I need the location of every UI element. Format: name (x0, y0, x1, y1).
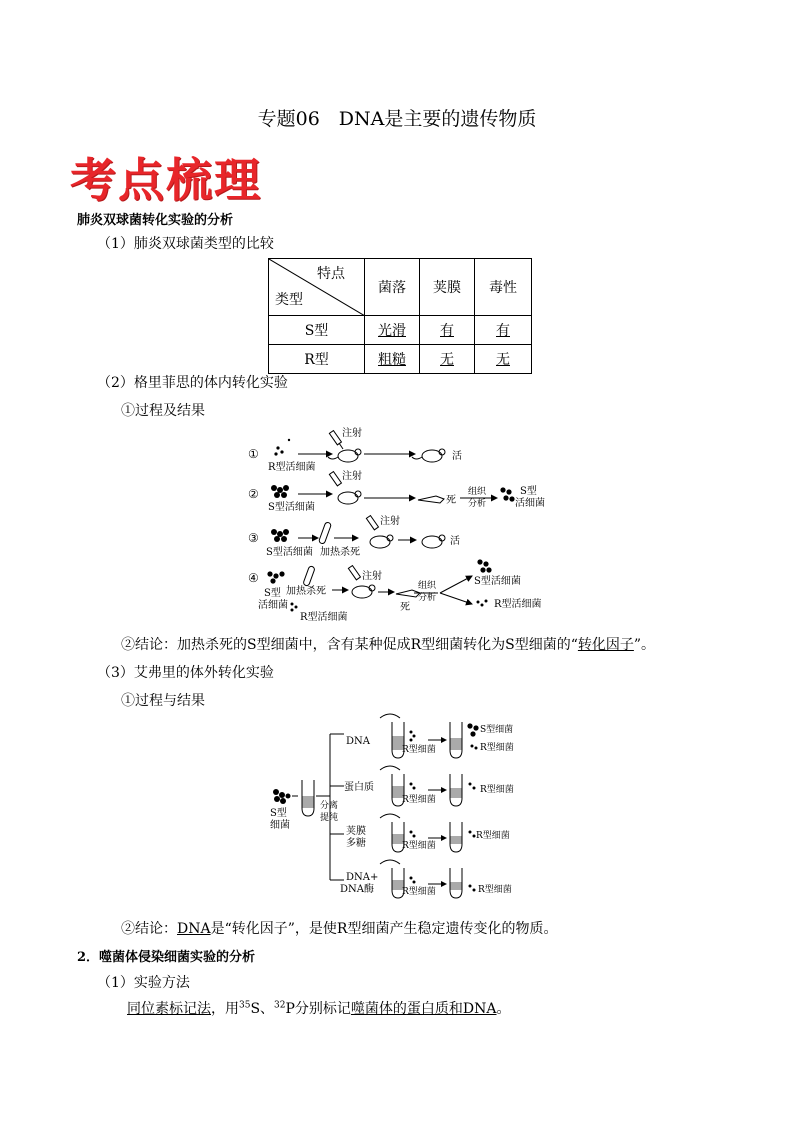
syringe-icon (366, 516, 378, 530)
table-cell: 有 (475, 316, 532, 345)
table-header: 毒性 (475, 259, 532, 316)
capsule-label-2: 多糖 (346, 838, 366, 849)
r-bacteria-dots (477, 600, 488, 607)
s-type-label: S型 (264, 588, 281, 599)
table-cell: 有 (420, 316, 475, 345)
griffith-process-label: ①过程及结果 (121, 403, 205, 419)
r-bacteria-label: R型细菌 (476, 831, 510, 841)
s-live-label: S型活细菌 (266, 547, 313, 558)
type-comparison-table (268, 258, 532, 374)
analysis-label-2: 分析 (468, 499, 487, 509)
table-header: 菌落 (365, 259, 420, 316)
tube-row-dna (380, 714, 514, 758)
dead-label: 死 (400, 602, 410, 613)
table-header: 荚膜 (420, 259, 475, 316)
isotope-32: 32 (274, 1000, 286, 1011)
r-bacteria-dots (274, 439, 290, 456)
method-keyword: 蛋白质和DNA (406, 1001, 497, 1017)
s-bacteria-sub-label: 细菌 (270, 820, 290, 831)
conclusion-text: ②结论： (121, 921, 177, 937)
syringe-icon (329, 472, 341, 486)
s-type-label: S型 (270, 808, 287, 819)
tube-row-protein (380, 766, 514, 806)
section1-sub3: （3）艾弗里的体外转化实验 (97, 665, 274, 681)
table-row (269, 316, 532, 345)
mouse-icon (352, 585, 375, 598)
separate-label-1: 分离 (320, 801, 339, 811)
analysis-label-1: 组织 (418, 581, 437, 591)
r-bacteria-dots (291, 603, 298, 612)
dead-label: 死 (446, 495, 456, 506)
avery-process-label: ①过程与结果 (121, 693, 205, 709)
table-cell: 粗糙 (365, 345, 420, 374)
s-bacteria-cluster (273, 789, 291, 804)
separate-label-2: 提纯 (320, 813, 339, 823)
conclusion-end: 是“转化因子”，是使R型细菌产生稳定遗传变化的物质。 (210, 921, 558, 937)
test-tube-icon (303, 566, 315, 587)
isotope-35: 35 (239, 1000, 251, 1011)
griffith-experiment-figure (240, 424, 560, 624)
method-text-part: 。 (496, 1001, 511, 1017)
test-tube-icon (318, 522, 331, 545)
table-cell-type: S型 (269, 316, 365, 345)
conclusion-text: ②结论：加热杀死的S型细菌中，含有某种促成R型细菌转化为S型细菌的“ (121, 637, 578, 653)
corner-bottom-label: 类型 (275, 292, 303, 308)
mouse-icon (422, 535, 445, 548)
method-text-part: ，用 (211, 1001, 239, 1017)
table-cell: 光滑 (365, 316, 420, 345)
table-corner-cell (269, 259, 365, 316)
inject-label: 注射 (342, 428, 362, 439)
table-cell-type: R型 (269, 345, 365, 374)
alive-label: 活 (452, 451, 462, 462)
conclusion-end: ”。 (633, 637, 656, 653)
inject-label: 注射 (342, 471, 362, 482)
r-live-label: R型活细菌 (268, 462, 316, 473)
avery-experiment-figure (268, 712, 558, 908)
s-live-sub-label: 活细菌 (258, 600, 288, 611)
syringe-icon (348, 566, 360, 580)
s-bacteria-label: S型细菌 (480, 725, 514, 735)
dnase-label-2: DNA酶 (340, 884, 374, 895)
avery-conclusion (121, 918, 557, 938)
step-4-number: ④ (248, 571, 259, 585)
section1-sub1: （1）肺炎双球菌类型的比较 (97, 236, 274, 252)
section1-heading: 肺炎双球菌转化实验的分析 (77, 213, 234, 228)
mouse-icon (328, 449, 361, 462)
dead-mouse-icon (418, 496, 444, 503)
dnase-label-1: DNA+ (346, 872, 379, 883)
s-bacteria-cluster (271, 485, 289, 498)
step-2-number: ② (248, 487, 259, 501)
r-bacteria-label: R型细菌 (402, 795, 436, 805)
method-text-part: S、 (250, 1001, 275, 1017)
s-live-result-label: S型活细菌 (474, 576, 521, 587)
capsule-label-1: 荚膜 (346, 826, 366, 837)
inject-label: 注射 (362, 571, 382, 582)
s-live-sub-label: 活细菌 (515, 498, 545, 509)
section1-sub2: （2）格里菲思的体内转化实验 (97, 375, 288, 391)
r-bacteria-label: R型细菌 (480, 743, 514, 753)
method-keyword: 同位素标记法 (127, 1001, 211, 1017)
analysis-label-2: 分析 (418, 593, 437, 603)
inject-label: 注射 (380, 516, 400, 527)
conclusion-keyword: 转化因子 (577, 637, 634, 653)
alive-label: 活 (450, 536, 460, 547)
r-bacteria-label: R型细菌 (402, 745, 436, 755)
tube-row-dnase (380, 860, 512, 898)
page-title: 专题06 DNA是主要的遗传物质 (257, 108, 537, 130)
mouse-icon (370, 535, 393, 548)
r-live-result-label: R型活细菌 (494, 599, 542, 610)
s-bacteria-cluster (500, 487, 514, 501)
r-bacteria-label: R型细菌 (402, 841, 436, 851)
syringe-icon (329, 431, 343, 449)
conclusion-keyword: DNA (177, 921, 211, 937)
dna-label: DNA (346, 736, 370, 747)
r-bacteria-label: R型细菌 (402, 887, 436, 897)
r-bacteria-label: R型细菌 (478, 885, 512, 895)
step-3-number: ③ (248, 531, 259, 545)
section2-heading: 2．噬菌体侵染细菌实验的分析 (77, 950, 256, 965)
mouse-icon (412, 449, 445, 462)
corner-top-label: 特点 (317, 266, 345, 282)
method-keyword: 噬菌体的 (350, 1001, 407, 1017)
s-bacteria-cluster (477, 559, 491, 572)
s-live-label: S型活细菌 (268, 502, 315, 513)
section-banner: 考点梳理 (70, 153, 262, 207)
mouse-icon (338, 491, 361, 504)
heat-kill-label: 加热杀死 (286, 586, 326, 597)
method-text (127, 998, 511, 1018)
protein-label: 蛋白质 (344, 782, 374, 793)
heat-kill-label: 加热杀死 (320, 547, 360, 558)
s-bacteria-cluster (267, 571, 284, 583)
tube-row-capsule (380, 814, 510, 852)
step-1-number: ① (248, 447, 259, 461)
method-text-part: P分别标记 (285, 1001, 351, 1017)
section2-sub1: （1）实验方法 (97, 975, 190, 991)
table-row (269, 345, 532, 374)
table-cell: 无 (475, 345, 532, 374)
r-bacteria-label: R型细菌 (480, 785, 514, 795)
test-tube-icon (302, 780, 314, 816)
r-live-label: R型活细菌 (300, 612, 348, 623)
s-type-label: S型 (520, 486, 537, 497)
s-bacteria-cluster (271, 529, 289, 542)
table-cell: 无 (420, 345, 475, 374)
analysis-label-1: 组织 (468, 487, 487, 497)
griffith-conclusion (121, 634, 655, 654)
